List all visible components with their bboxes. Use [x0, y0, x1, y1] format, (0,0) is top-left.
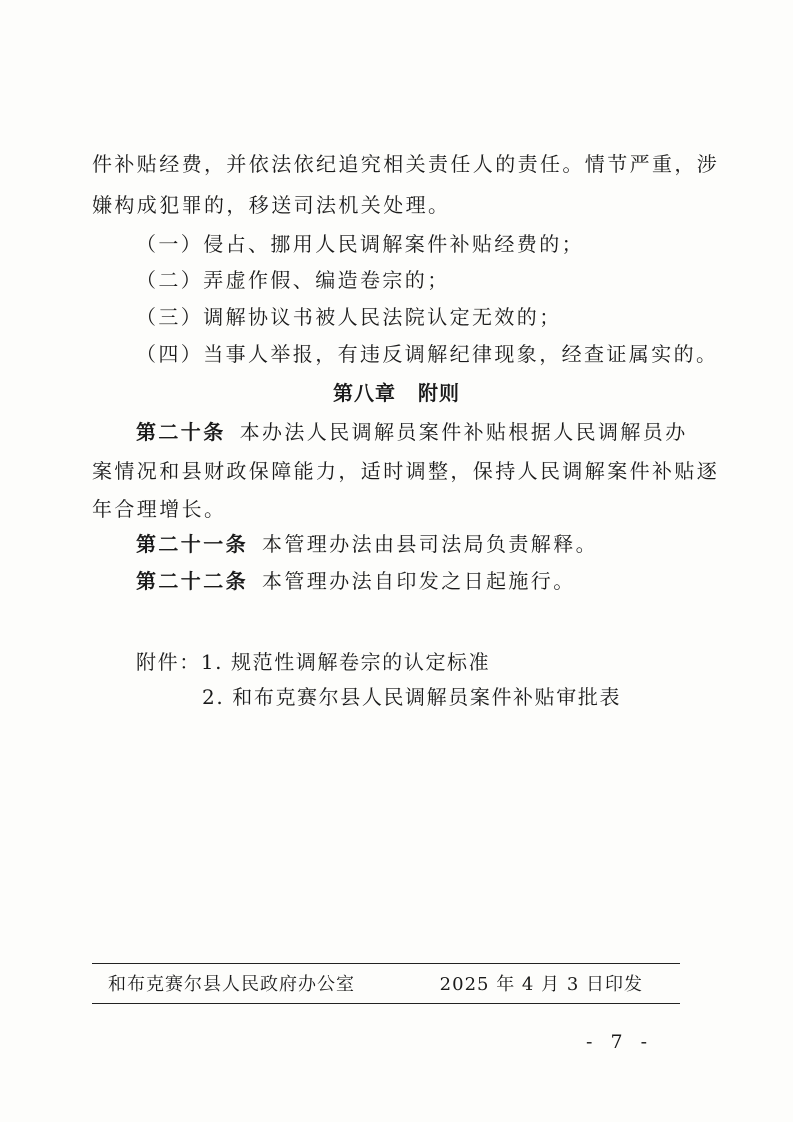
body-line: 嫌构成犯罪的，移送司法机关处理。 [92, 193, 451, 217]
attachments-label: 附件： [136, 650, 201, 674]
list-item: （三）调解协议书被人民法院认定无效的； [136, 305, 562, 329]
chapter-number: 第八章 [333, 381, 396, 405]
attachment-item: 1. 规范性调解卷宗的认定标准 [200, 650, 491, 674]
list-item: （二）弄虚作假、编造卷宗的； [136, 268, 450, 292]
list-item: （一）侵占、挪用人民调解案件补贴经费的； [136, 232, 584, 256]
article-text: 本办法人民调解员案件补贴根据人民调解员办 [239, 420, 688, 444]
chapter-title: 附则 [418, 381, 460, 405]
footer-rule-top [92, 963, 680, 964]
attachments [136, 650, 490, 674]
article-label: 第二十二条 [136, 569, 248, 593]
article-text: 案情况和县财政保障能力，适时调整，保持人民调解案件补贴逐 [92, 459, 720, 483]
article-label: 第二十条 [136, 420, 226, 444]
body-line: 件补贴经费，并依法依纪追究相关责任人的责任。情节严重，涉 [92, 152, 720, 176]
page-number: - 7 - [586, 1031, 654, 1053]
chapter-heading [0, 381, 793, 405]
article-label: 第二十一条 [136, 532, 248, 556]
article-20 [136, 420, 688, 444]
article-21 [136, 532, 598, 556]
article-22 [136, 569, 576, 593]
list-item: （四）当事人举报，有违反调解纪律现象，经查证属实的。 [136, 342, 719, 366]
attachment-item: 2. 和布克赛尔县人民调解员案件补贴审批表 [202, 685, 622, 709]
issue-date: 2025 年 4 月 3 日印发 [439, 974, 643, 995]
issuer: 和布克赛尔县人民政府办公室 [108, 974, 355, 995]
article-text: 年合理增长。 [92, 497, 227, 521]
footer-rule-bottom [92, 1003, 680, 1004]
article-text: 本管理办法由县司法局负责解释。 [262, 532, 598, 556]
article-text: 本管理办法自印发之日起施行。 [262, 569, 576, 593]
